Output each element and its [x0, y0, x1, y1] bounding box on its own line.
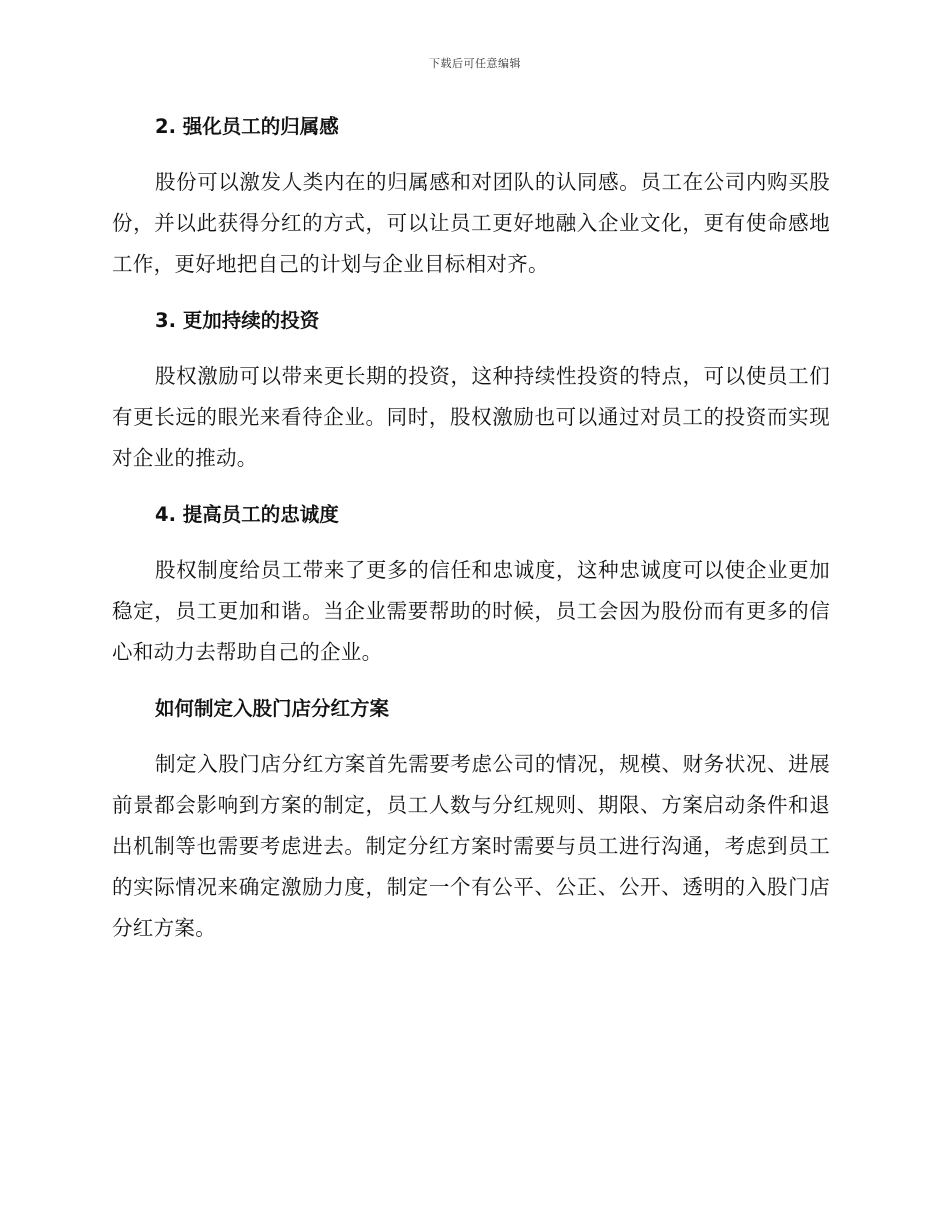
- section-paragraph: 制定入股门店分红方案首先需要考虑公司的情况，规模、财务状况、进展前景都会影响到方案的制定，员工人数与分红规则、期限、方案启动条件和退出机制等也需要考虑进去。制定分红方案时需要与员工进行沟通，考虑到员工的实际情况来确定激励力度，制定一个有公平、公正、公开、透明的入股门店分红方案。: [112, 752, 830, 940]
- section-heading: 3. 更加持续的投资: [155, 309, 320, 332]
- section-heading: 如何制定入股门店分红方案: [155, 697, 390, 720]
- section-paragraph: 股权制度给员工带来了更多的信任和忠诚度，这种忠诚度可以使企业更加稳定，员工更加和谐。当企业需要帮助的时候，员工会因为股份而有更多的信心和动力去帮助自己的企业。: [112, 558, 830, 664]
- section-paragraph: 股权激励可以带来更长期的投资，这种持续性投资的特点，可以使员工们有更长远的眼光来看待企业。同时，股权激励也可以通过对员工的投资而实现对企业的推动。: [112, 364, 830, 470]
- section-paragraph: 股份可以激发人类内在的归属感和对团队的认同感。员工在公司内购买股份，并以此获得分红的方式，可以让员工更好地融入企业文化，更有使命感地工作，更好地把自己的计划与企业目标相对齐。: [112, 170, 830, 276]
- header-note: 下载后可任意编辑: [429, 57, 521, 70]
- section-heading: 2. 强化员工的归属感: [155, 115, 339, 138]
- section-heading: 4. 提高员工的忠诚度: [155, 503, 339, 526]
- document-body: [112, 108, 830, 966]
